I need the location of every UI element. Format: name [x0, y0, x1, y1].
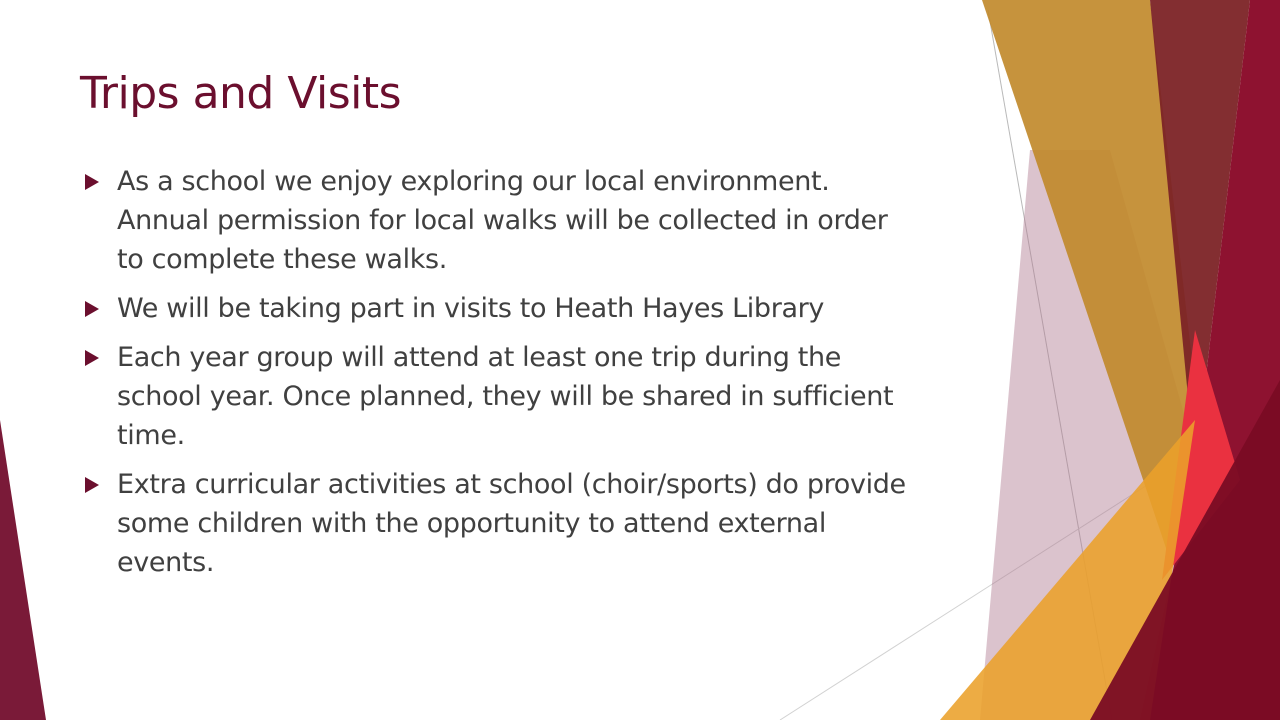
triangle-right-icon: [85, 301, 99, 317]
triangle-right-icon: [85, 174, 99, 190]
bullet-item: [82, 465, 922, 582]
triangle-right-icon: [85, 477, 99, 493]
bullet-item: [82, 338, 922, 455]
slide-title: Trips and Visits: [80, 68, 402, 119]
triangle-right-icon: [85, 350, 99, 366]
left-edge-shape: [0, 420, 46, 720]
bullet-item: [82, 162, 922, 279]
bullet-text: Extra curricular activities at school (choir/sports) do provide some children with the opportunity to attend external events.: [117, 469, 906, 578]
bullet-list: [82, 162, 922, 592]
bullet-text: As a school we enjoy exploring our local environment. Annual permission for local walks will be collected in order to complete these walks.: [117, 166, 888, 275]
bullet-text: We will be taking part in visits to Heath Hayes Library: [117, 293, 825, 324]
bullet-text: Each year group will attend at least one trip during the school year. Once planned, they will be shared in sufficient time.: [117, 342, 894, 451]
bullet-item: [82, 289, 922, 328]
